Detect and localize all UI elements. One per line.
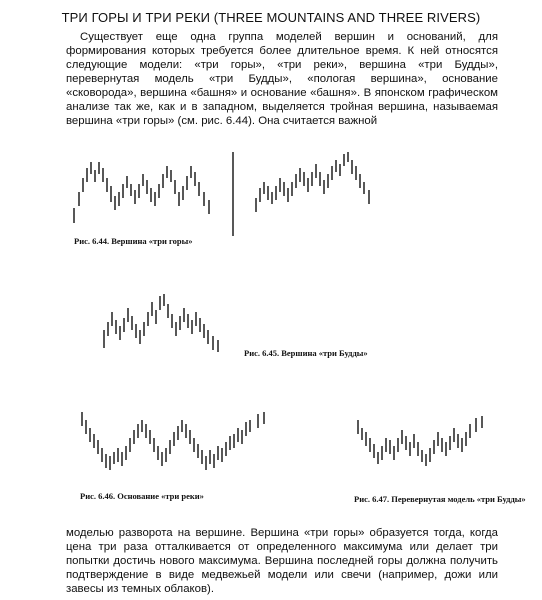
figure-divider	[232, 152, 236, 236]
figure-6-44-chart	[68, 148, 228, 228]
body-paragraph: Существует еще одна группа моделей вершин и оснований, для формирования которых требуется более длительное время. К ней относятся следующие модели: «три горы», «три реки», вершина «три Будды», перевернутая модель «три Будды», «пологая вершина», основание «сковорода», вершина «башня» и основание «башня». В японском графическом анализе так же, как и в западном, выделяется тройная вершина, называемая вершина «три горы» (см. рис. 6.44). Она считается важной	[66, 31, 498, 127]
figure-6-44-chart-right	[250, 148, 380, 218]
figure-6-45-caption: Рис. 6.45. Вершина «три Будды»	[244, 348, 368, 358]
figure-6-45-chart	[98, 290, 238, 360]
figure-6-46-caption: Рис. 6.46. Основание «три реки»	[80, 491, 204, 501]
page-title: ТРИ ГОРЫ И ТРИ РЕКИ (THREE MOUNTAINS AND THREE RIVERS)	[61, 10, 481, 25]
figure-6-47-caption: Рис. 6.47. Перевернутая модель «три Будды»	[354, 494, 526, 504]
figure-6-47-chart	[352, 412, 492, 472]
body-paragraph-continued: моделью разворота на вершине. Вершина «три горы» образуется тогда, когда цена три раза отталкивается от определенного максимума или делает три попытки достичь нового максимума. Вершина последней горы должна получить подтверждение в виде медвежьей модели или свечи (например, дожи или завесы из темных облаков).	[66, 527, 498, 595]
figure-6-44-caption: Рис. 6.44. Вершина «три горы»	[74, 236, 193, 246]
figure-6-46-chart	[76, 408, 276, 478]
